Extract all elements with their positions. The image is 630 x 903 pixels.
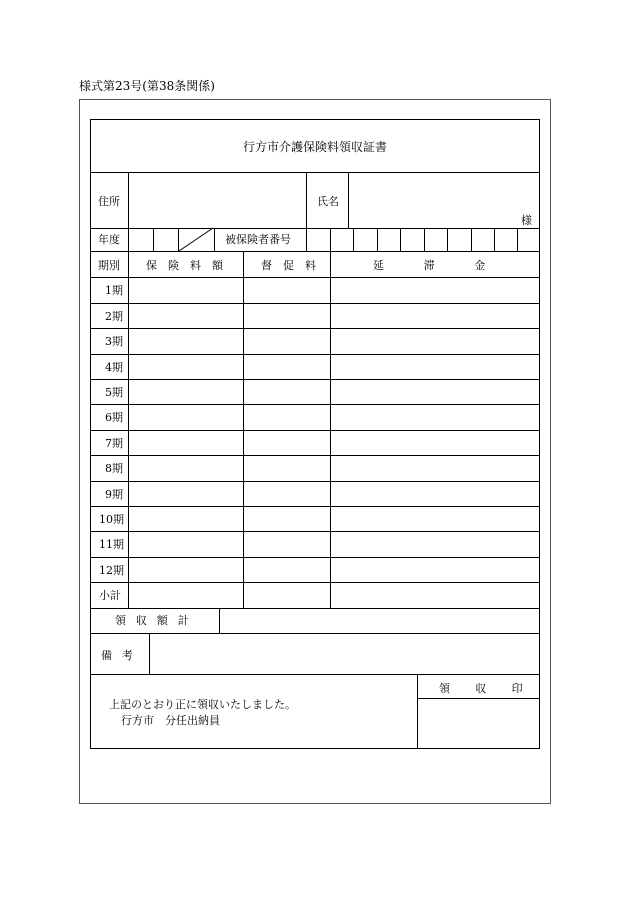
divider <box>330 251 331 608</box>
honorific: 様 <box>521 214 532 227</box>
divider <box>424 228 425 251</box>
remarks-label: 備考 <box>101 649 143 662</box>
divider <box>91 582 539 583</box>
year-slash-mark <box>179 228 214 251</box>
period-row-label: 9期 <box>105 488 123 501</box>
divider <box>353 228 354 251</box>
divider <box>91 674 539 675</box>
divider <box>128 251 129 608</box>
period-row-label: 10期 <box>99 513 124 526</box>
receipt-form <box>90 119 548 749</box>
divider <box>128 228 129 251</box>
divider <box>91 328 539 329</box>
divider <box>91 277 539 278</box>
period-row-label: 4期 <box>105 361 123 374</box>
divider <box>91 481 539 482</box>
divider <box>153 228 154 251</box>
period-row-label: 8期 <box>105 462 123 475</box>
divider <box>400 228 401 251</box>
divider <box>91 354 539 355</box>
divider <box>330 228 331 251</box>
divider <box>91 531 539 532</box>
divider <box>471 228 472 251</box>
divider <box>91 455 539 456</box>
late-charge-column-header: 延滞金 <box>373 259 525 272</box>
divider <box>377 228 378 251</box>
seal-area[interactable] <box>418 699 539 748</box>
address-field[interactable] <box>129 173 305 228</box>
period-row-label: 12期 <box>99 564 124 577</box>
receipt-issuer: 行方市 分任出納員 <box>121 714 220 727</box>
premium-column-header: 保険料額 <box>146 259 234 272</box>
divider <box>91 303 539 304</box>
reminder-fee-column-header: 督促料 <box>261 259 327 272</box>
divider <box>91 404 539 405</box>
divider <box>91 379 539 380</box>
period-row-label: 11期 <box>99 538 124 551</box>
insured-number-label: 被保険者番号 <box>225 233 291 246</box>
period-row-label: 1期 <box>105 284 123 297</box>
divider <box>91 430 539 431</box>
form-title: 行方市介護保険料領収証書 <box>242 140 387 154</box>
divider <box>91 506 539 507</box>
total-amount-field[interactable] <box>220 609 539 633</box>
divider <box>91 557 539 558</box>
divider <box>306 172 307 228</box>
total-label: 領収額計 <box>115 614 199 627</box>
name-field[interactable] <box>349 173 539 228</box>
receipt-statement: 上記のとおり正に領収いたしました。 <box>109 698 296 711</box>
period-row-label: 5期 <box>105 386 123 399</box>
period-row-label: 3期 <box>105 335 123 348</box>
remarks-field[interactable] <box>150 634 539 674</box>
divider <box>494 228 495 251</box>
subtotal-row-label: 小計 <box>99 589 121 602</box>
period-row-label: 6期 <box>105 411 123 424</box>
year-label: 年度 <box>98 233 120 246</box>
divider <box>306 228 307 251</box>
period-row-label: 7期 <box>105 437 123 450</box>
name-label: 氏名 <box>317 195 339 208</box>
seal-label: 領収印 <box>439 682 548 695</box>
divider <box>447 228 448 251</box>
address-label: 住所 <box>98 195 120 208</box>
period-column-header: 期別 <box>98 259 120 272</box>
form-number-label: 様式第23号(第38条関係) <box>79 79 215 93</box>
divider <box>91 251 539 252</box>
divider <box>243 251 244 608</box>
divider <box>517 228 518 251</box>
period-row-label: 2期 <box>105 310 123 323</box>
divider <box>214 228 215 251</box>
